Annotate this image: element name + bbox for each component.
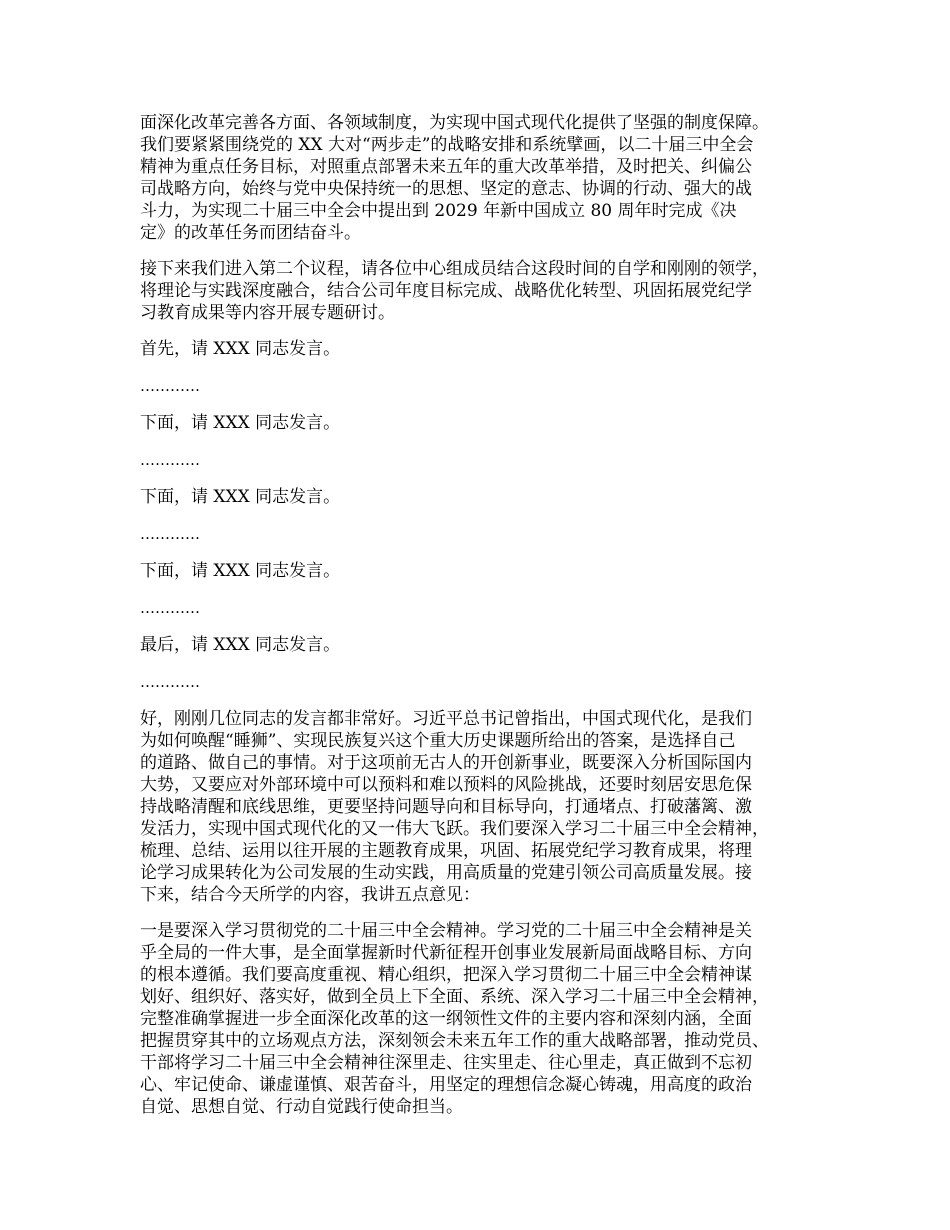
text-line: 划好、组织好、落实好，做到全员上下全面、系统、深入学习二十届三中全会精神， (140, 987, 769, 1007)
text-line: 定》的改革任务而团结奋斗。 (140, 223, 361, 243)
text-line: 发活力，实现中国式现代化的又一伟大飞跃。我们要深入学习二十届三中全会精神， (140, 819, 769, 839)
text-line: 的根本遵循。我们要高度重视、精心组织，把深入学习贯彻二十届三中全会精神谋 (140, 965, 752, 985)
text-line: 习教育成果等内容开展专题研讨。 (140, 303, 395, 323)
summary-paragraph (140, 708, 830, 906)
text-line: 的道路、做自己的事情。对于这项前无古人的开创新事业，既要深入分析国际国内 (140, 753, 752, 773)
text-line: 把握贯穿其中的立场观点方法，深刻领会未来五年工作的重大战略部署，推动党员、 (140, 1031, 769, 1051)
text-line: 好，刚刚几位同志的发言都非常好。习近平总书记曾指出，中国式现代化，是我们 (140, 709, 752, 729)
text-line: 精神为重点任务目标，对照重点部署未来五年的重大改革举措，及时把关、纠偏公 (140, 157, 752, 177)
text-line: 论学习成果转化为公司发展的生动实践，用高质量的党建引领公司高质量发展。接 (140, 863, 752, 883)
text-line: 干部将学习二十届三中全会精神往深里走、往实里走、往心里走，真正做到不忘初 (140, 1053, 752, 1073)
text-line: 司战略方向，始终与党中央保持统一的思想、坚定的意志、协调的行动、强大的战 (140, 179, 752, 199)
text-line: 完整准确掌握进一步全面深化改革的这一纲领性文件的主要内容和深刻内涵，全面 (140, 1009, 752, 1029)
document-page (140, 112, 830, 1132)
speaker-ellipsis-1: ………… (140, 377, 200, 395)
text-line: 一是要深入学习贯彻党的二十届三中全会精神。学习党的二十届三中全会精神是关 (140, 921, 752, 941)
text-line: 我们要紧紧围绕党的 XX 大对“两步走”的战略安排和系统擘画，以二十届三中全会 (140, 135, 754, 155)
speaker-prompt-4: 下面，请 XXX 同志发言。 (140, 561, 341, 581)
text-line: 梳理、总结、运用以往开展的主题教育成果，巩固、拓展党纪学习教育成果，将理 (140, 841, 752, 861)
text-line: 为如何唤醒“睡狮”、实现民族复兴这个重大历史课题所给出的答案，是选择自己 (140, 731, 736, 751)
text-line: 乎全局的一件大事，是全面掌握新时代新征程开创事业发展新局面战略目标、方向 (140, 943, 752, 963)
text-line: 斗力，为实现二十届三中全会中提出到 2029 年新中国成立 80 周年时完成《决 (140, 201, 737, 221)
text-line: 自觉、思想自觉、行动自觉践行使命担当。 (140, 1097, 463, 1117)
speaker-ellipsis-4: ………… (140, 599, 200, 617)
speaker-ellipsis-3: ………… (140, 525, 200, 543)
text-line: 将理论与实践深度融合，结合公司年度目标完成、战略优化转型、巩固拓展党纪学 (140, 281, 752, 301)
text-line: 持战略清醒和底线思维，更要坚持问题导向和目标导向，打通堵点、打破藩篱、激 (140, 797, 752, 817)
text-line: 接下来我们进入第二个议程，请各位中心组成员结合这段时间的自学和刚刚的领学， (140, 259, 769, 279)
text-line: 心、牢记使命、谦虚谨慎、艰苦奋斗，用坚定的理想信念凝心铸魂，用高度的政治 (140, 1075, 752, 1095)
agenda-paragraph (140, 258, 830, 324)
text-line: 大势，又要应对外部环境中可以预料和难以预料的风险挑战，还要时刻居安思危保 (140, 775, 752, 795)
text-line: 面深化改革完善各方面、各领域制度，为实现中国式现代化提供了坚强的制度保障。 (140, 113, 769, 133)
speaker-prompt-2: 下面，请 XXX 同志发言。 (140, 413, 341, 433)
speaker-prompt-1: 首先，请 XXX 同志发言。 (140, 339, 341, 359)
speaker-prompt-5: 最后，请 XXX 同志发言。 (140, 635, 341, 655)
text-line: 下来，结合今天所学的内容，我讲五点意见： (140, 885, 480, 905)
speaker-ellipsis-5: ………… (140, 673, 200, 691)
point-one-paragraph (140, 920, 830, 1118)
intro-paragraph (140, 112, 830, 244)
speaker-prompt-3: 下面，请 XXX 同志发言。 (140, 487, 341, 507)
speaker-ellipsis-2: ………… (140, 451, 200, 469)
